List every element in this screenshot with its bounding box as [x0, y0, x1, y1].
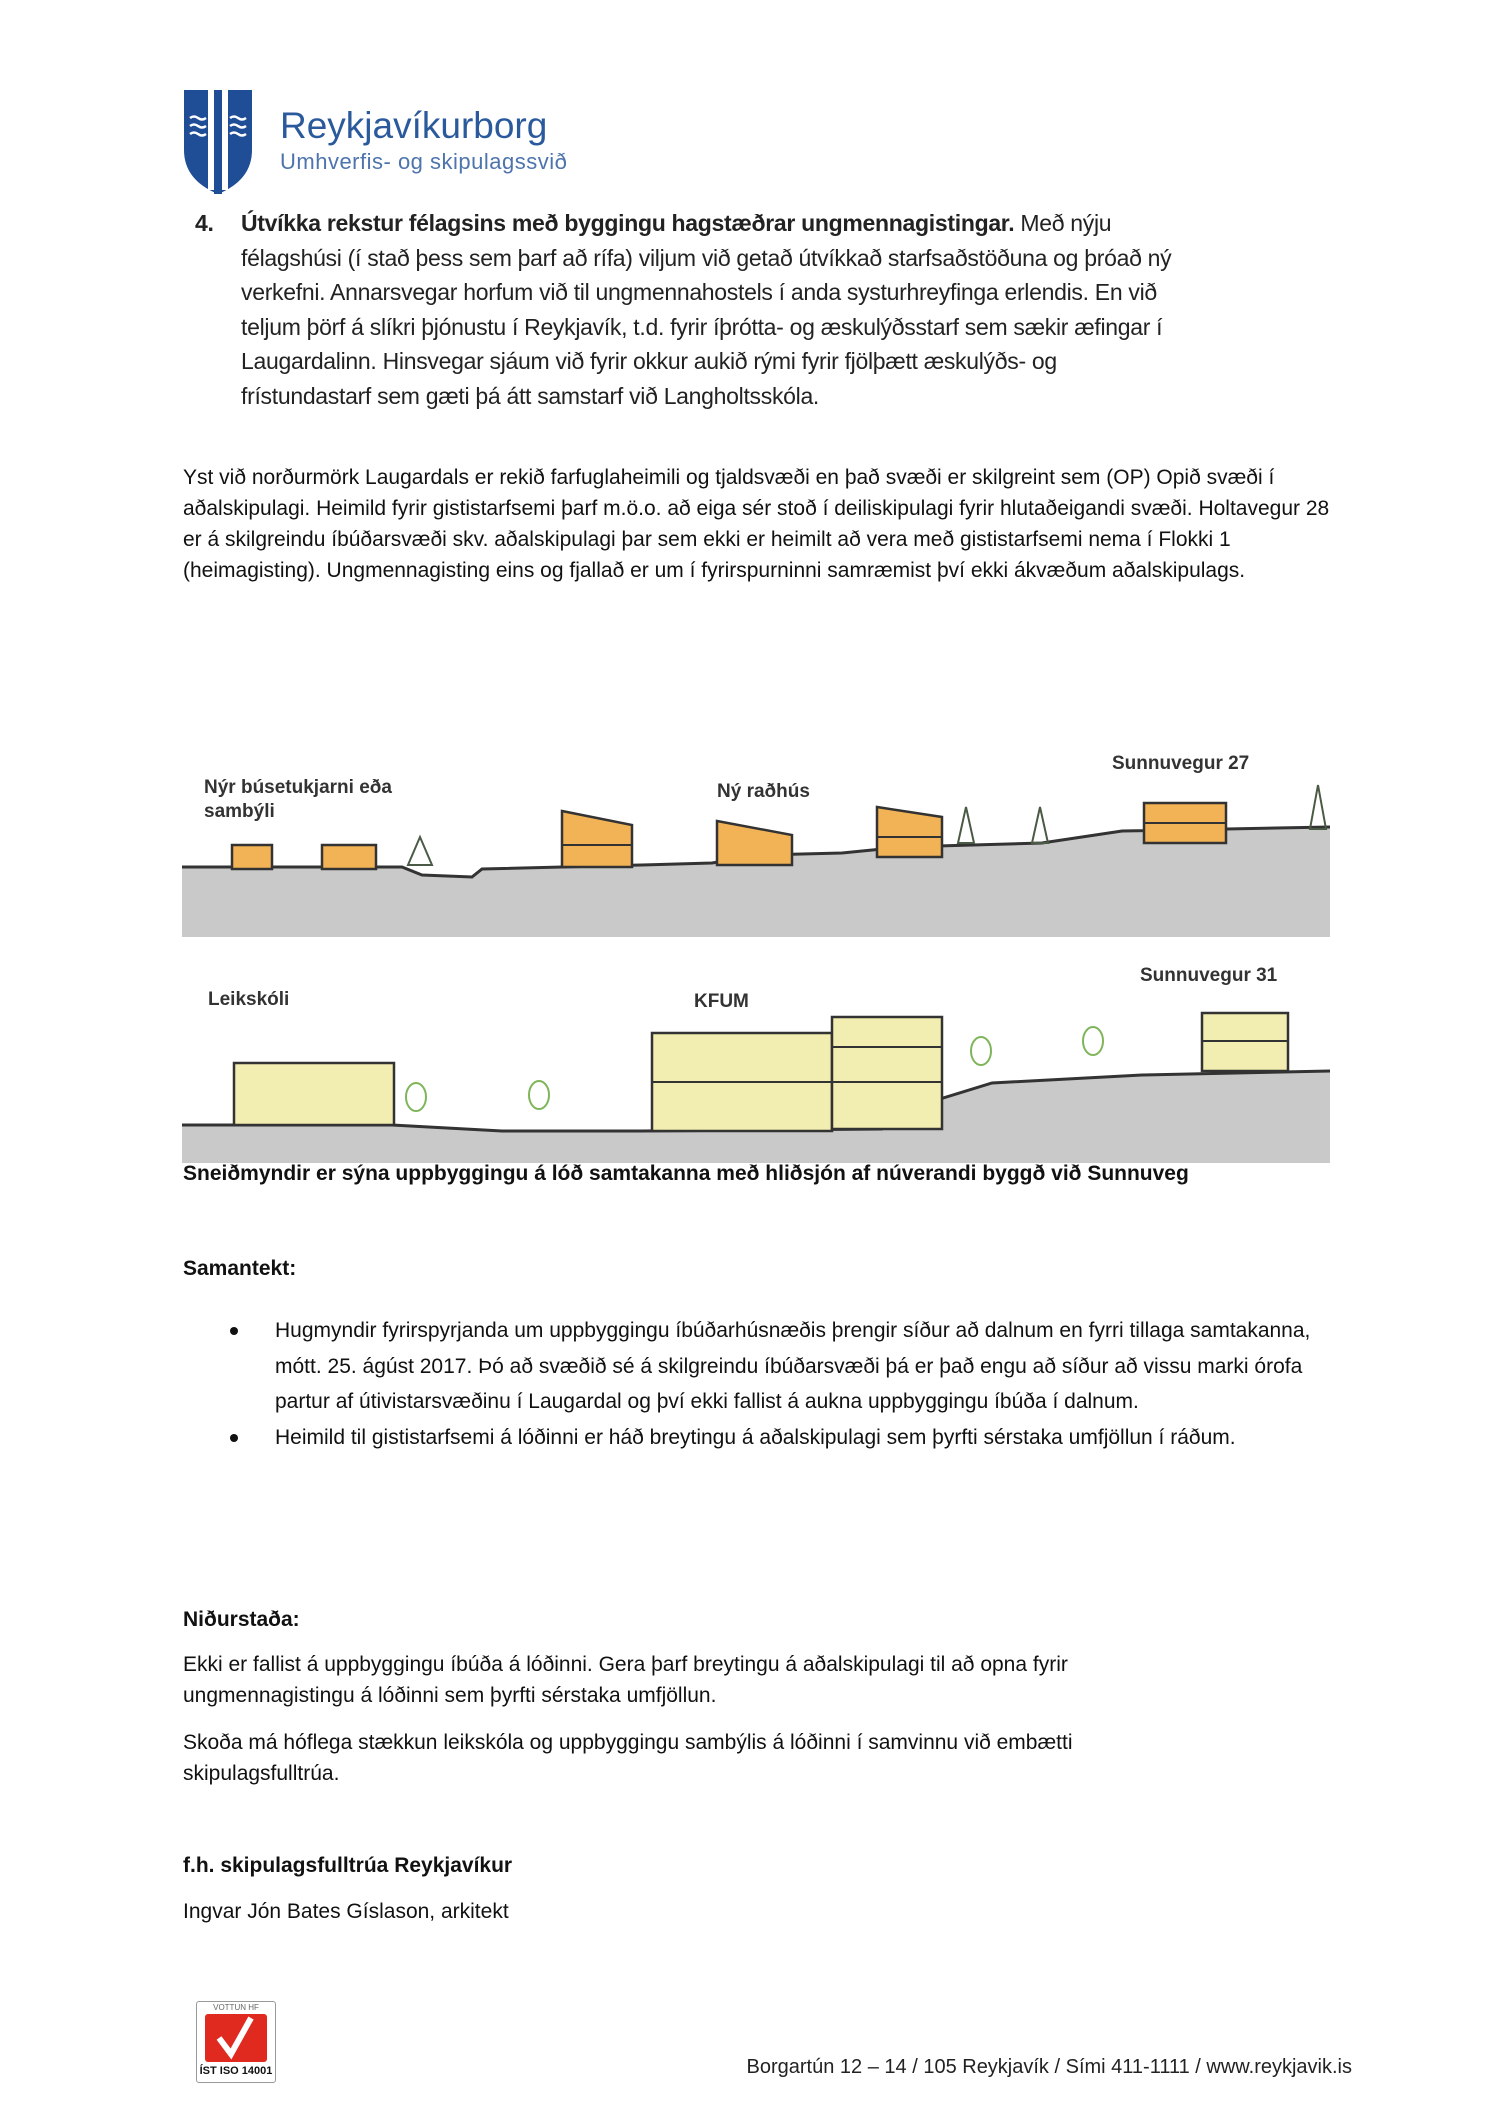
list-item: Hugmyndir fyrirspyrjanda um uppbyggingu íbúðarhúsnæðis þrengir síður að dalnum en fyrri tillaga samtakanna, mótt. 25. ágúst 2017. Þó að svæðið sé á skilgreindu íbúðarsvæði þá er það engu að síður að vissu marki órofa partur af útivistarsvæðinu í Laugardal og því ekki fallist á aukna uppbyggingu íbúða í dalnum. — [183, 1313, 1333, 1420]
label-leikskoli: Leikskóli — [208, 989, 290, 1010]
quoted-line: teljum þörf á slíkri þjónustu í Reykjavík, t.d. fyrir íþrótta- og æskulýðsstarf sem sækir æfingar í — [241, 313, 1163, 340]
tree-icon — [406, 1083, 426, 1111]
item-number: 4. — [195, 210, 214, 236]
building — [717, 821, 792, 865]
building — [232, 845, 272, 869]
tree-icon — [529, 1081, 549, 1109]
cert-bottom-text: ÍST ISO 14001 — [199, 2065, 273, 2077]
list-item: Heimild til gististarfsemi á lóðinni er háð breytingu á aðalskipulagi sem þyrfti sérstaka umfjöllun í ráðum. — [183, 1420, 1333, 1456]
org-name: Reykjavíkurborg — [280, 105, 548, 146]
quoted-line: verkefni. Annarsvegar horfum við til ungmennahostels í anda systurhreyfinga erlendis. En við — [241, 279, 1157, 305]
signature-title: f.h. skipulagsfulltrúa Reykjavíkur — [183, 1854, 513, 1877]
checkmark-icon — [205, 2014, 267, 2062]
footer-address: Borgartún 12 – 14 / 105 Reykjavík / Sími 411-1111 / www.reykjavik.is — [746, 2056, 1352, 2078]
quoted-item-4 — [195, 206, 1345, 413]
section-sketch — [182, 745, 1330, 1163]
item-text: Með nýju — [1014, 210, 1112, 236]
summary-list — [183, 1313, 1333, 1455]
building — [322, 845, 376, 869]
tree-icon — [1083, 1027, 1103, 1055]
summary-heading: Samantekt: — [183, 1257, 297, 1280]
label-sunnuvegur-27: Sunnuvegur 27 — [1112, 753, 1250, 774]
conclusion-paragraph-2: Skoða má hóflega stækkun leikskóla og uppbyggingu sambýlis á lóðinni í samvinnu við embætti skipulagsfulltrúa. — [183, 1731, 1073, 1785]
signature-name: Ingvar Jón Bates Gíslason, arkitekt — [183, 1900, 509, 1923]
cert-top-text: VOTTUN HF — [213, 2003, 259, 2012]
iso-certification-logo — [196, 2001, 276, 2083]
building — [234, 1063, 394, 1125]
label-sunnuvegur-31: Sunnuvegur 31 — [1140, 965, 1278, 986]
tree-icon — [971, 1037, 991, 1065]
conclusion-paragraph-1: Ekki er fallist á uppbyggingu íbúða á lóðinni. Gera þarf breytingu á aðalskipulagi til að opna fyrir ungmennagistingu á lóðinni sem þyrfti sérstaka umfjöllun. — [183, 1653, 1068, 1707]
quoted-line: frístundastarf sem gæti þá átt samstarf við Langholtsskóla. — [241, 382, 820, 409]
item-lead: Útvíkka rekstur félagsins með byggingu hagstæðrar ungmennagistingar. — [241, 210, 1015, 236]
quoted-line: félagshúsi (í stað þess sem þarf að rífa) viljum við getað útvíkkað starfsaðstöðuna og þróað ný — [241, 244, 1172, 271]
label-sambyli: sambýli — [204, 801, 275, 822]
tree-icon — [1032, 807, 1048, 843]
header-logo — [182, 88, 632, 198]
tree-icon — [958, 807, 974, 843]
tree-icon — [408, 837, 432, 865]
building — [877, 807, 942, 857]
tree-icon — [1310, 785, 1326, 829]
coat-of-arms-icon — [182, 88, 254, 196]
label-radhus: Ný raðhús — [717, 781, 810, 802]
label-busetukjarni: Nýr búsetukjarni eða — [204, 777, 392, 798]
paragraph-assessment: Yst við norðurmörk Laugardals er rekið farfuglaheimili og tjaldsvæði en það svæði er skilgreint sem (OP) Opið svæði í aðalskipulagi. Heimild fyrir gististarfsemi þarf m.ö.o. að eiga sér stoð í deiliskipulagi fyrir hlutaðeigandi svæði. Holtavegur 28 er á skilgreindu íbúðarsvæði skv. aðalskipulagi þar sem ekki er heimilt að vera með gististarfsemi nema í Flokki 1 (heimagisting). Ungmennagisting eins og fjallað er um í fyrirspurninni samræmist því ekki ákvæðum aðalskipulags. — [183, 466, 1330, 582]
conclusion-heading: Niðurstaða: — [183, 1608, 300, 1631]
label-kfum: KFUM — [694, 991, 749, 1012]
quoted-line: Laugardalinn. Hinsvegar sjáum við fyrir okkur aukið rými fyrir fjölþætt æskulýðs- og — [241, 348, 1057, 374]
quoted-line — [195, 206, 1345, 241]
building — [562, 811, 632, 867]
department-name: Umhverfis- og skipulagssvið — [280, 149, 568, 174]
figure-caption: Sneiðmyndir er sýna uppbyggingu á lóð samtakanna með hliðsjón af núverandi byggð við Sunnuveg — [183, 1162, 1189, 1185]
building — [832, 1017, 942, 1129]
